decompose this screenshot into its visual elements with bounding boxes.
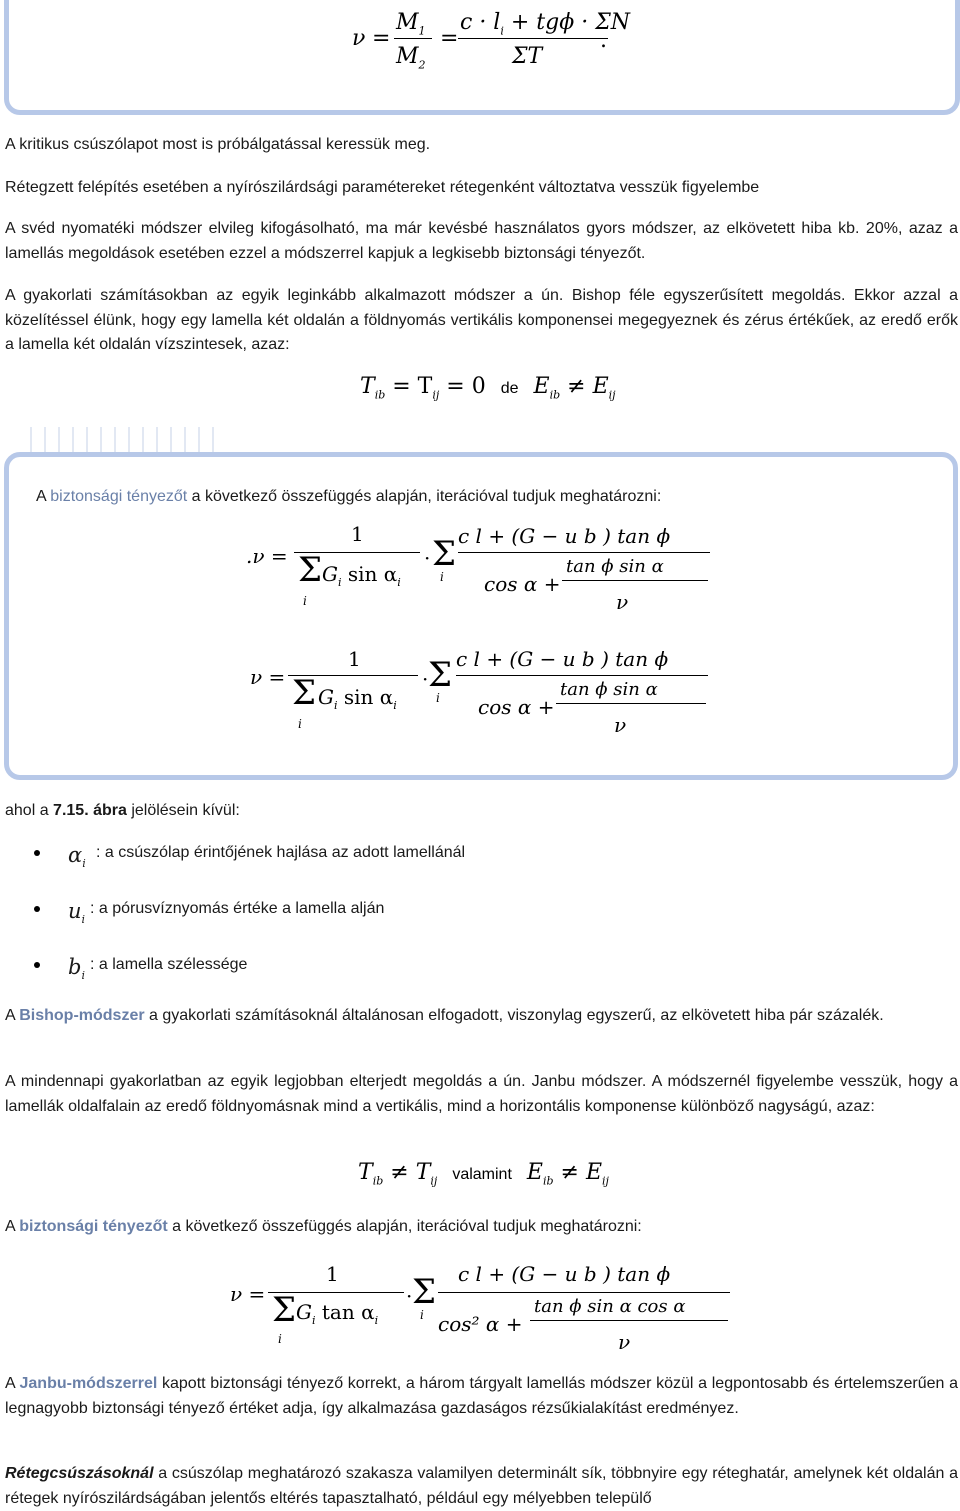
decorative-dashes <box>30 427 216 455</box>
paragraph-swedish-method: A svéd nyomatéki módszer elvileg kifogásolható, ma már kevésbé használatos gyors módszer, az elkövetett hiba kb. 20%, azaz a lamellás megoldások esetében ezzel a módszerrel kapjuk a legkisebb biztonsági tényezőt. <box>5 220 958 262</box>
bullet-icon <box>34 906 40 912</box>
u-symbol: $u_i$ <box>68 899 86 927</box>
bishop-condition-equation: $T_{ib} = T_{ij} = 0$ de $E_{ib} \ne E_{ij}$ <box>360 374 616 402</box>
moment-safety-formula: ν = $M_1$ $M_2$ = $c \cdot l_i + tg\phi \cdot \Sigma N$ ΣT . <box>352 10 630 72</box>
janbu-formula-intro: A biztonsági tényezőt a következő összefüggés alapján, iterációval tudjuk meghatározni: <box>5 1218 642 1235</box>
paragraph-janbu-intro: A mindennapi gyakorlatban az egyik legjobban elterjedt megoldás a ún. Janbu módszer. A módszernél figyelembe vesszük, hogy a lamellák oldalfalain az eredő földnyomásnak mind a vertikális, mind a horizontális komponense különböző nagyságú, azaz: <box>5 1073 958 1115</box>
alpha-symbol: $\alpha_i$ <box>68 843 86 871</box>
bullet-icon <box>34 962 40 968</box>
notation-intro: ahol a 7.15. ábra jelölésein kívül: <box>5 802 240 819</box>
bishop-formula-1: .ν = 1 Σ $G_i$ $\sin \alpha_i$ i · Σ i c l + (G − u b ) tan ϕ cos α + tan ϕ sin α ν <box>246 520 726 620</box>
bishop-box-intro: A biztonsági tényezőt a következő összefüggés alapján, iterációval tudjuk meghatározni: <box>36 488 662 505</box>
paragraph-bishop-intro: A gyakorlati számításokban az egyik leginkább alkalmazott módszer a ún. Bishop féle egyszerűsített megoldás. Ekkor azzal a közelítéssel élünk, hogy egy lamella két oldalán a földnyomás vertikális komponensei megegyeznek és zérus értékűek, az eredő erők a lamella két oldalán vízszintesek, azaz: <box>5 287 958 353</box>
paragraph-layered: Rétegzett felépítés esetében a nyírószilárdsági paramétereket rétegenként változtatva vesszük figyelembe <box>5 179 760 196</box>
b-symbol: $b_i$ <box>68 955 85 983</box>
bishop-formula-2: ν = 1 Σ $G_i$ $\sin \alpha_i$ i · Σ i c l + (G − u b ) tan ϕ cos α + tan ϕ sin α ν <box>248 645 728 745</box>
paragraph-janbu-summary: A Janbu-módszerrel kapott biztonsági tényező korrekt, a három tárgyalt lamellás módszer közül a legpontosabb és értelemszerűen a legnagyobb biztonsági tényező értéket adja, így alkalmazása gazdaságos rézsűkialakítást eredményez. <box>5 1375 959 1417</box>
paragraph-critical-slip: A kritikus csúszólapot most is próbálgatással keressük meg. <box>5 136 431 153</box>
paragraph-layer-slides: Rétegcsúszásoknál a csúszólap meghatározó szakasza valamilyen determinált sík, többnyire egy réteghatár, amelynek két oldalán a rétegek nyírószilárdságában jelentős eltérés tapasztalható, például egy mélyebben települő <box>5 1465 958 1507</box>
janbu-formula: ν = 1 Σ $G_i$ $\tan \alpha_i$ i · Σ i c l + (G − u b ) tan ϕ cos² α + tan ϕ sin α cos α ν <box>230 1260 750 1360</box>
paragraph-bishop-summary: A Bishop-módszer a gyakorlati számításoknál általánosan elfogadott, viszonylag egyszerű, az elkövetett hiba pár százalék. <box>5 1007 884 1024</box>
bullet-icon <box>34 850 40 856</box>
janbu-condition-equation: $T_{ib} \ne T_{ij}$ valamint $E_{ib} \ne E_{ij}$ <box>358 1160 609 1188</box>
